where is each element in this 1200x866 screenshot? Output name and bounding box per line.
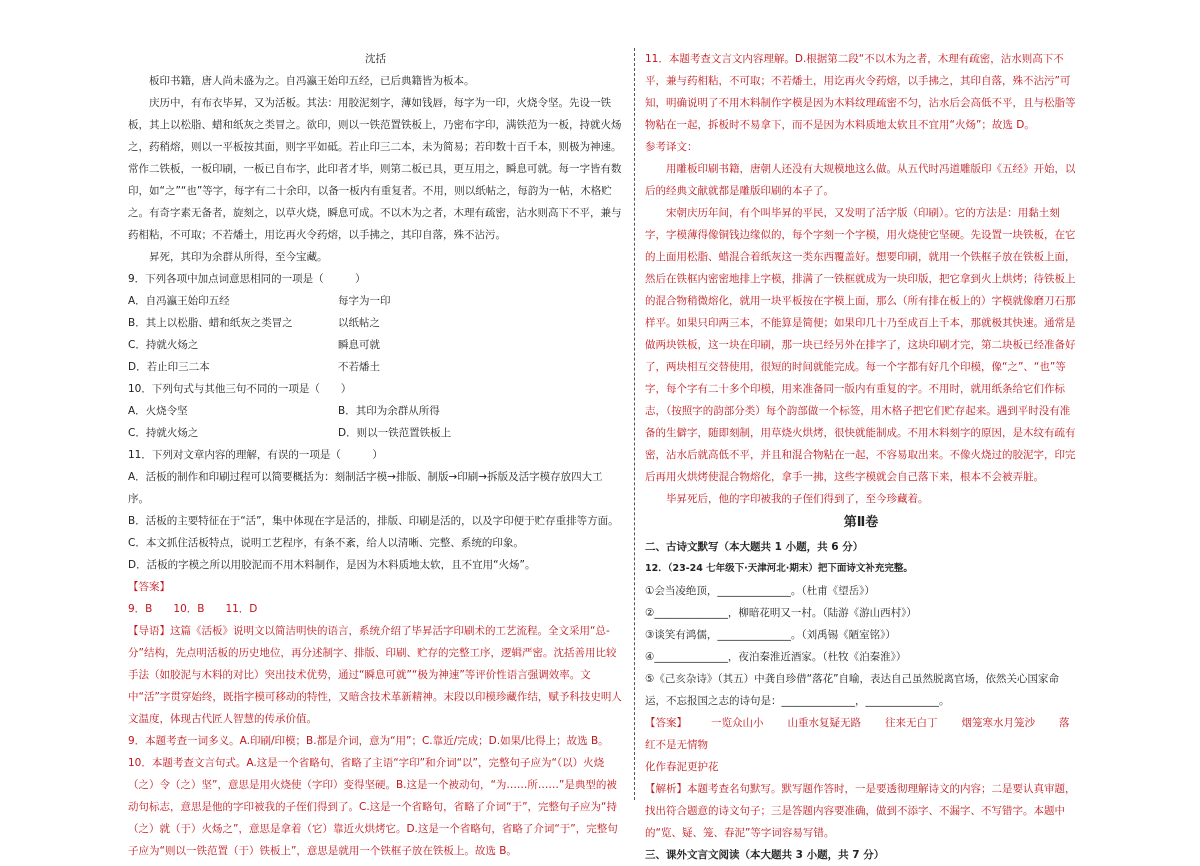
q10-option-row: [128, 400, 623, 422]
q12-explanation: 【解析】本题考查名句默写。默写题作答时，一是要透彻理解诗文的内容；二是要认真审题，找出符合题意的诗文句子；三是答题内容要准确，做到不添字、不漏字、不写错字。本题中的“览、疑、笼、春泥”等字词容易写错。: [645, 783, 1076, 839]
guide-text: 【导语】这篇《活板》说明文以简洁明快的语言，系统介绍了毕昇活字印刷术的工艺流程。全文采用“总-分”结构，先点明活板的历史地位，再分述制字、排版、印刷、贮存的完整工序，逻辑严密。沈括善用比较手法（如胶泥与木料的对比）突出技术优势，通过“瞬息可就”“极为神速”等评价性语言强调效率。文中“活”字贯穿始终，既指字模可移动的特性，又暗含技术革新精神。末段以印模珍藏作结，赋予科技史明人文温度，体现古代匠人智慧的传承价值。: [128, 625, 622, 725]
q11-option-c: C．本文抓住活板特点，说明工艺程序，有条不紊，给人以清晰、完整、系统的印象。: [128, 537, 524, 549]
q12-item-4: ④______________，夜泊秦淮近酒家。（杜牧《泊秦淮》）: [645, 651, 907, 663]
right-column: [645, 48, 1077, 866]
column-divider: [634, 48, 635, 800]
q12-item-3: ③谈笑有鸿儒，______________。（刘禹锡《陋室铭》）: [645, 629, 896, 641]
section-two-heading: 二、古诗文默写（本大题共 1 小题，共 6 分）: [645, 541, 864, 553]
q12-answer-2: 山重水复疑无路: [787, 717, 861, 729]
q12-answer-last: 化作春泥更护花: [645, 761, 719, 773]
q9-stem: 9．下列各项中加点词意思相同的一项是（ ）: [128, 273, 366, 285]
q9-option-c-pair: 瞬息可就: [338, 339, 380, 351]
left-column: [128, 48, 623, 862]
q9-option-d: D．若止印三二本: [128, 361, 210, 373]
answer-key: 9．B 10．B 11．D: [128, 603, 258, 615]
q12-answer-label: 【答案】: [645, 717, 687, 729]
q9-option-row: [128, 356, 623, 378]
q10-explanation: 10．本题考查文言句式。A.这是一个省略句，省略了主语“字印”和介词“以”，完整句子应为“（以）火烧（之）令（之）坚”，意思是用火烧使（字印）变得坚硬。B.这是一个被动句，“为……所……”是典型的被动句标志，意思是他的字印被我的子侄们得到了。C.这是一个省略句，省略了介词“于”，完整句子应为“持（之）就（于）火炀之”，意思是拿着（它）靠近火烘烤它。D.这是一个省略句，省略了介词“于”，完整句子应为“则以一铁范置（于）铁板上”，意思是就用一个铁框子放在铁板上。故选 B。: [128, 757, 618, 857]
q9-option-b: B．其上以松脂、蜡和纸灰之类冒之: [128, 317, 293, 329]
q11-explanation: 11．本题考查文言文内容理解。D.根据第二段“不以木为之者，木理有疏密，沾水则高下不平，兼与药相粘，不可取；不若燔土，用讫再火令药熔，以手拂之，其印自落，殊不沾污”可知，明确说明了不用木料制作字模是因为木料纹理疏密不匀，沾水后会高低不平，且与松脂等物粘在一起，拆板时不易拿下，而不是因为木料质地太软且不宜用“火炀”；故选 D。: [645, 53, 1076, 131]
q10-stem: 10．下列句式与其他三句不同的一项是（ ）: [128, 383, 352, 395]
q11-option-d: D．活板的字模之所以用胶泥而不用木料制作，是因为木料质地太软，且不宜用“火炀”。: [128, 559, 536, 571]
translation-paragraph-2: 宋朝庆历年间，有个叫毕昇的平民，又发明了活字版（印刷）。它的方法是：用黏土刻字，字模薄得像铜钱边缘似的，每个字刻一个字模，用火烧使它坚硬。先设置一块铁板，在它的上面用松脂、蜡混合着纸灰这一类东西覆盖好。想要印刷，就用一个铁框子放在铁板上面，然后在铁框内密密地排上字模，排满了一铁框就成为一块印版，把它拿到火上烘烤；待铁板上的混合物稍微熔化，就用一块平板按在字模上面，那么（所有排在板上的）字模就像磨刀石那样平。如果只印两三本，不能算是简便；如果印几十乃至成百上千本，那就极其快速。通常是做两块铁板，这一块在印刷，那一块已经另外在排字了，这块印刷才完，第二块板已经准备好了，两块相互交替使用，很短的时间就能完成。每一个字都有好几个印模，像“之”、“也”等字，每个字有二十多个印模，用来准备同一版内有重复的字。不用时，就用纸条给它们作标志，（按照字的韵部分类）每个韵部做一个标签，用木格子把它们贮存起来。遇到平时没有准备的生僻字，随即刻制，用草烧火烘烤，很快就能制成。不用木料刻字的原因，是木纹有疏有密，沾水后就高低不平，并且和混合物粘在一起，不容易取出来。不像火烧过的胶泥字，印完后再用火烘烤使混合物熔化，拿手一拂，这些字模就会自己落下来，根本不会被弄脏。: [645, 207, 1076, 483]
section-three-heading: 三、课外文言文阅读（本大题共 3 小题，共 7 分）: [645, 849, 885, 861]
passage-title: 沈括: [365, 53, 386, 65]
q11-option-b: B．活板的主要特征在于“活”，集中体现在字是活的，排版、印刷是活的，以及字印便于贮存重排等方面。: [128, 515, 619, 527]
answer-label: 【答案】: [128, 581, 170, 593]
q9-option-d-pair: 不若燔土: [338, 361, 380, 373]
q12-item-2: ②______________，柳暗花明又一村。（陆游《游山西村》）: [645, 607, 917, 619]
q12-answer-1: 一览众山小: [711, 717, 764, 729]
q12-answer-4: 烟笼寒水月笼沙: [961, 717, 1035, 729]
q10-option-d: D．则以一铁范置铁板上: [338, 427, 452, 439]
q9-option-row: [128, 290, 623, 312]
q12-item-1: ①会当凌绝顶，______________。（杜甫《望岳》）: [645, 585, 875, 597]
passage-paragraph-1: 板印书籍，唐人尚未盛为之。自冯瀛王始印五经，已后典籍皆为板本。: [149, 75, 475, 87]
q9-explanation: 9．本题考查一词多义。A.印刷/印模；B.都是介词，意为“用”；C.靠近/完成；D.如果/比得上；故选 B。: [128, 735, 609, 747]
passage-paragraph-2: 庆历中，有布衣毕昇，又为活板。其法：用胶泥刻字，薄如钱唇，每字为一印，火烧令坚。先设一铁板，其上以松脂、蜡和纸灰之类冒之。欲印，则以一铁范置铁板上，乃密布字印，满铁范为一板，持就火炀之，药稍熔，则以一平板按其面，则字平如砥。若止印三二本，未为简易；若印数十百千本，则极为神速。常作二铁板，一板印刷，一板已自布字，此印者才毕，则第二板已具，更互用之，瞬息可就。每一字皆有数印，如“之”“也”等字，每字有二十余印，以备一板内有重复者。不用，则以纸帖之，每韵为一帖，木格贮之。有奇字素无备者，旋刻之，以草火烧，瞬息可成。不以木为之者，木理有疏密，沾水则高下不平，兼与药相粘，不可取；不若燔土，用讫再火令药熔，以手拂之，其印自落，殊不沾污。: [128, 97, 622, 241]
q12-stem: 12．（23-24 七年级下·天津河北·期末）把下面诗文补充完整。: [645, 563, 913, 574]
q12-answers: [645, 712, 1077, 756]
q9-option-b-pair: 以纸帖之: [338, 317, 380, 329]
q9-option-a-pair: 每字为一印: [338, 295, 391, 307]
translation-paragraph-1: 用雕板印刷书籍，唐朝人还没有大规模地这么做。从五代时冯道雕版印《五经》开始，以后的经典文献就都是雕版印刷的本子了。: [645, 163, 1076, 197]
q12-item-5: ⑤《己亥杂诗》（其五）中龚自珍借“落花”自喻，表达自己虽然脱离官场，依然关心国家命运，不忘报国之志的诗句是：______________，______________。: [645, 673, 1060, 707]
q10-option-a: A．火烧令坚: [128, 405, 188, 417]
q10-option-b: B．其印为余群从所得: [338, 405, 440, 417]
translation-label: 参考译文：: [645, 141, 698, 153]
q9-option-row: [128, 334, 623, 356]
q9-option-row: [128, 312, 623, 334]
q11-stem: 11．下列对文章内容的理解，有误的一项是（ ）: [128, 449, 383, 461]
part-two-title: 第Ⅱ卷: [843, 515, 879, 530]
q10-option-c: C．持就火炀之: [128, 427, 199, 439]
q9-option-a: A．自冯瀛王始印五经: [128, 295, 230, 307]
passage-paragraph-3: 昇死，其印为余群从所得，至今宝藏。: [149, 251, 328, 263]
q12-answer-3: 往来无白丁: [885, 717, 938, 729]
translation-paragraph-3: 毕昇死后，他的字印被我的子侄们得到了，至今珍藏着。: [666, 493, 929, 505]
q9-option-c: C．持就火炀之: [128, 339, 199, 351]
q10-option-row: [128, 422, 623, 444]
q12-answer-5: 落红不是无情物: [645, 717, 1070, 751]
q11-option-a: A．活板的制作和印刷过程可以简要概括为：刻制活字模→排版、制版→印刷→拆版及活字模存放四大工序。: [128, 471, 603, 505]
